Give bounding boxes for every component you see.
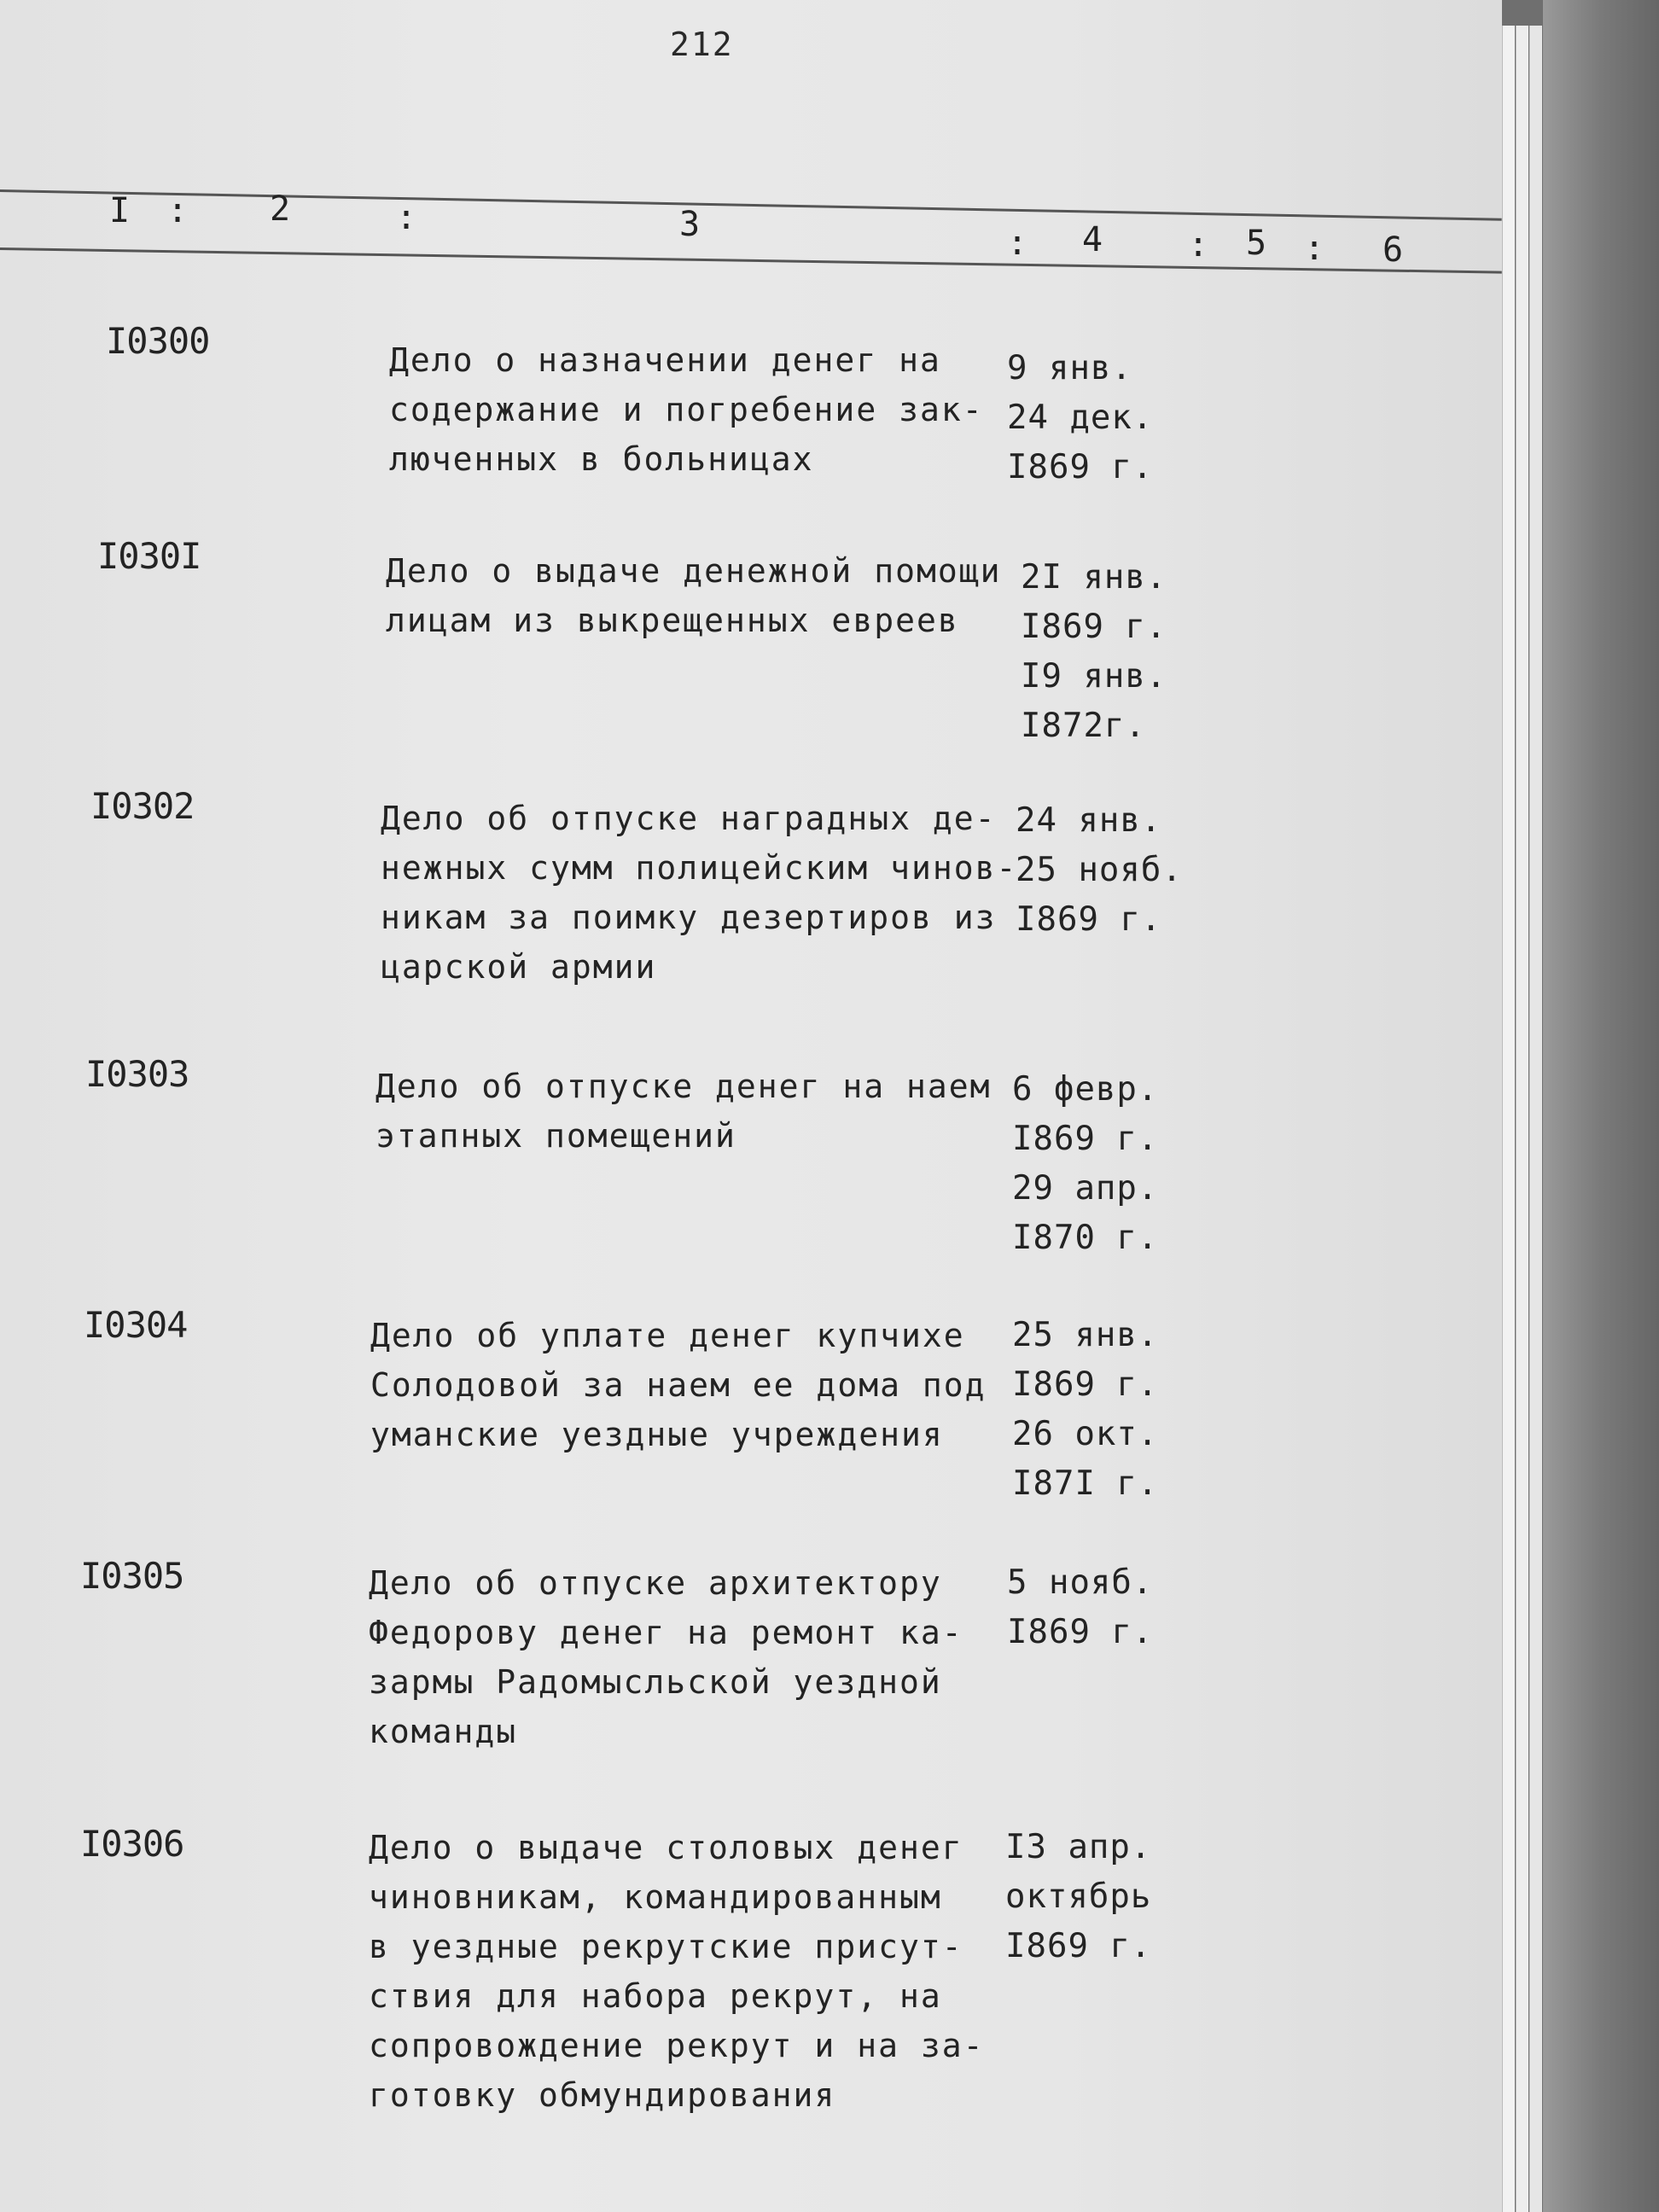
date-line: I869 г. <box>1007 448 1154 486</box>
date-line: 26 окт. <box>1012 1415 1159 1453</box>
entry-number: I0304 <box>84 1304 188 1346</box>
description-line: Дело об отпуске денег на наем <box>375 1068 992 1105</box>
description-line: Дело о назначении денег на <box>389 341 941 379</box>
description-line: команды <box>369 1713 518 1750</box>
column-separator: : <box>1188 225 1209 265</box>
date-line: I872г. <box>1021 707 1146 745</box>
description-line: в уездные рекрутские присут- <box>369 1928 963 1965</box>
entry-description <box>370 1311 985 1459</box>
date-line: 25 нояб. <box>1016 851 1183 889</box>
description-line: готовку обмундирования <box>369 2076 836 2114</box>
date-line: I869 г. <box>1007 1613 1154 1651</box>
column-header-5: 5 <box>1246 224 1267 263</box>
column-separator: : <box>167 191 189 230</box>
date-line: I869 г. <box>1005 1927 1152 1965</box>
date-line: 25 янв. <box>1012 1316 1159 1354</box>
date-line: 2I янв. <box>1021 558 1167 597</box>
entry-number: I0305 <box>80 1555 184 1597</box>
description-line: люченных в больницах <box>389 440 814 478</box>
page-stack-edge <box>1502 26 1515 2212</box>
description-line: содержание и погребение зак- <box>389 391 984 428</box>
entry-dates <box>1016 796 1183 945</box>
description-line: лицам из выкрещенных евреев <box>386 602 959 639</box>
date-line: 24 дек. <box>1007 399 1154 437</box>
description-line: этапных помещений <box>375 1117 736 1155</box>
entry-description <box>375 1062 990 1161</box>
description-line: Дело об уплате денег купчихе <box>370 1317 965 1354</box>
column-header-1: I <box>109 191 131 230</box>
entry-number: I0302 <box>90 785 195 827</box>
entry-dates <box>1007 1558 1153 1657</box>
date-line: I870 г. <box>1012 1219 1159 1257</box>
description-line: Дело об отпуске архитектору <box>369 1564 942 1602</box>
description-line: ствия для набора рекрут, на <box>369 1977 942 2015</box>
date-line: 5 нояб. <box>1007 1563 1154 1602</box>
column-header-4: 4 <box>1082 220 1103 259</box>
date-line: I869 г. <box>1012 1120 1159 1158</box>
description-line: сопровождение рекрут и на за- <box>369 2027 985 2064</box>
entry-description <box>386 546 1000 645</box>
entry-number: I0303 <box>85 1053 189 1095</box>
description-line: Дело о выдаче столовых денег <box>369 1829 963 1866</box>
entry-dates <box>1005 1823 1151 1971</box>
column-header-6: 6 <box>1382 230 1404 270</box>
description-line: Дело об отпуске наградных де- <box>381 800 997 837</box>
date-line: октябрь <box>1005 1877 1152 1916</box>
date-line: 29 апр. <box>1012 1169 1159 1208</box>
header-rule-top <box>0 189 1502 221</box>
column-header-2: 2 <box>270 189 291 229</box>
column-separator: : <box>1007 224 1028 263</box>
entry-number: I0300 <box>106 320 210 362</box>
column-separator: : <box>1304 229 1325 268</box>
page-stack-edge <box>1516 26 1528 2212</box>
column-header-3: 3 <box>679 205 701 244</box>
entry-dates <box>1007 344 1153 492</box>
page-number: 212 <box>670 26 734 63</box>
binding-shadow <box>1543 0 1659 2212</box>
entry-description <box>369 1558 983 1756</box>
entry-dates <box>1012 1065 1158 1263</box>
description-line: зармы Радомысльской уездной <box>369 1663 942 1701</box>
date-line: I869 г. <box>1016 900 1162 939</box>
date-line: I87I г. <box>1012 1464 1159 1503</box>
date-line: 24 янв. <box>1016 801 1162 840</box>
page-stack-edge <box>1529 26 1542 2212</box>
entry-description <box>389 335 1004 484</box>
date-line: 6 февр. <box>1012 1070 1159 1109</box>
description-line: Дело о выдаче денежной помощи <box>386 552 1002 590</box>
date-line: 9 янв. <box>1007 349 1132 387</box>
description-line: нежных сумм полицейским чинов- <box>381 849 1018 887</box>
entry-dates <box>1021 553 1167 751</box>
description-line: никам за поимку дезертиров из <box>381 899 997 936</box>
header-rule-bottom <box>0 247 1502 274</box>
description-line: Федорову денег на ремонт ка- <box>369 1614 963 1651</box>
entry-number: I030I <box>97 535 201 577</box>
entry-number: I0306 <box>80 1823 184 1865</box>
date-line: I3 апр. <box>1005 1828 1152 1866</box>
date-line: I869 г. <box>1012 1365 1159 1404</box>
date-line: I869 г. <box>1021 608 1167 646</box>
description-line: уманские уездные учреждения <box>370 1416 944 1453</box>
description-line: царской армии <box>381 948 657 986</box>
description-line: Солодовой за наем ее дома под <box>370 1366 987 1404</box>
entry-description <box>369 1823 983 2120</box>
description-line: чиновникам, командированным <box>369 1878 942 1916</box>
date-line: I9 янв. <box>1021 657 1167 696</box>
entry-dates <box>1012 1311 1158 1509</box>
entry-description <box>381 794 1018 992</box>
column-separator: : <box>396 198 417 237</box>
